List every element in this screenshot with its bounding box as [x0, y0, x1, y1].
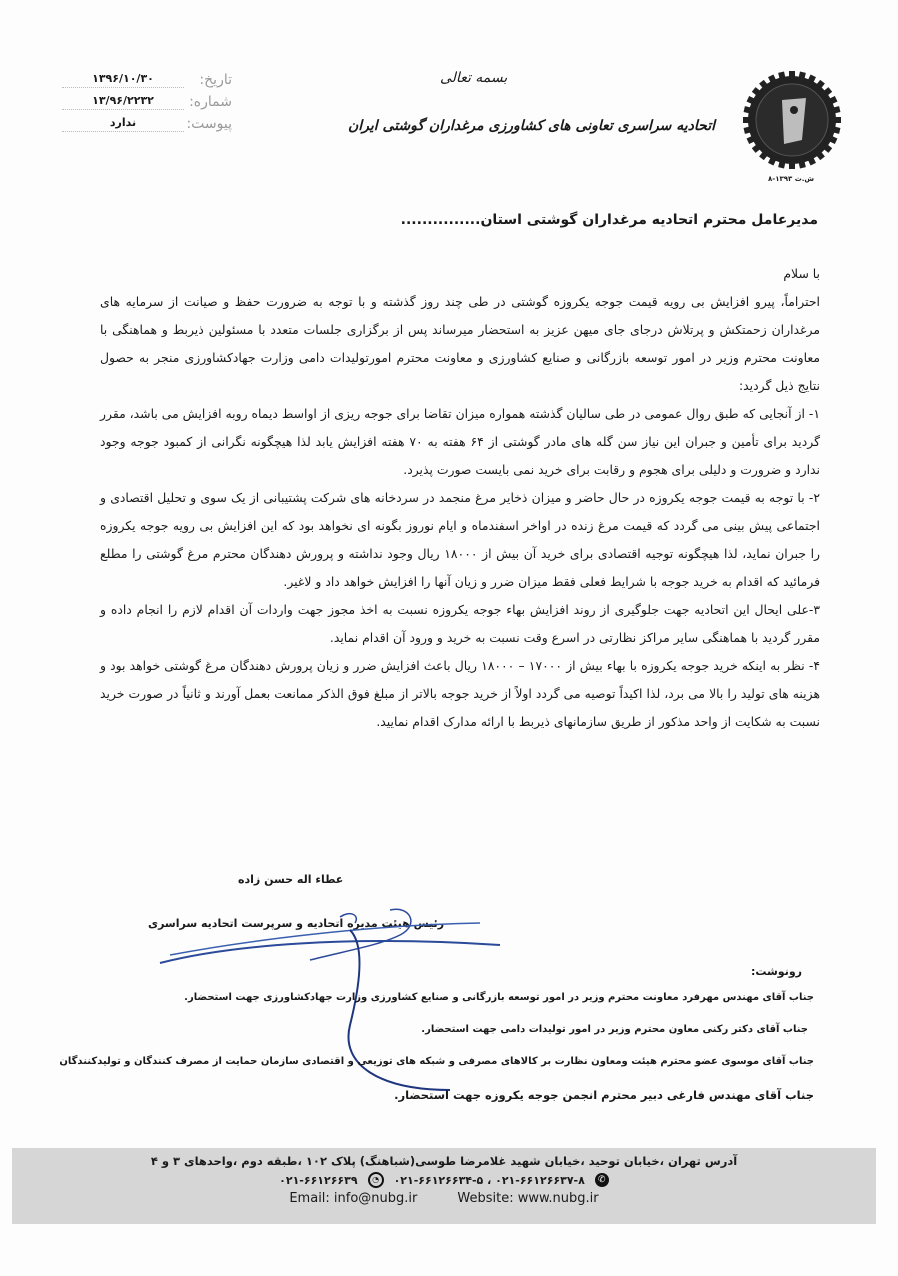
gear-tooth — [743, 117, 749, 123]
greeting: با سلام — [783, 266, 820, 281]
signatory-name: عطاء اله حسن زاده — [238, 873, 344, 886]
attachment-row — [62, 110, 232, 132]
body-paragraph-3: ۳-علی ایحال این اتحادیه جهت جلوگیری از روند افزایش بهاء جوجه یکروزه نسبت به اخذ مجوز جهت واردات آن اقدام لازم را انجام داده و مقرر گردید با هماهنگی سایر مراکز نظارتی در اسرع وقت نسبت به خرید و ورود آن اقدام نماید. — [100, 602, 820, 645]
number-row — [62, 88, 232, 110]
footer-email[interactable]: Email: info@nubg.ir — [289, 1191, 418, 1206]
bismillah-heading: بسمه تعالی — [440, 70, 508, 86]
footer-address: آدرس تهران ،خیابان توحید ،خیابان شهید غلامرضا طوسی(شباهنگ) پلاک ۱۰۲ ،طبقه دوم ،واحدهای ۳ و ۴ — [150, 1154, 738, 1168]
body-paragraph-4: ۴- نظر به اینکه خرید جوجه یکروزه با بهاء بیش از ۱۷۰۰۰ – ۱۸۰۰۰ ریال باعث افزایش ضرر و زیان پرورش دهندگان مرغ گوشتی خواهد بود و هزینه های تولید را بالا می برد، لذا اکیداً توصیه می گردد اولاً از خرید جوجه بالاتر از مبلغ فوق الذکر ممانعت بعمل آورند و ثانیاً در صورت خرید نسبت به شکایت از واحد مذکور از طریق سازمانهای ذیربط با ارائه مدارک اقدام نمایید. — [100, 658, 821, 729]
addressee: مدیرعامل محترم اتحادیه مرغداران گوشتی استان............... — [400, 212, 818, 228]
fax-number: ۰۲۱-۶۶۱۲۶۶۳۹ — [279, 1173, 358, 1187]
body-paragraph-2: ۲- با توجه به قیمت جوجه یکروزه در حال حاضر و میزان ذخایر مرغ منجمد در سردخانه های شرکت پشتیبانی از یک سوی و تحلیل اقتصادی و اجتماعی پیش بینی می گردد که قیمت مرغ زنده در اواخر اسفندماه و ایام نوروز بگونه ای نخواهد بود که این افزایش بی رویه جوجه یکروزه را جبران نماید، لذا هیچگونه توجیه اقتصادی برای خرید آن بیش از ۱۸۰۰۰ ریال وجود نداشته و پرورش دهندگان محترم مرغ گوشتی را مطلع فرمائید که اقدام به خرید جوجه با شرایط فعلی فقط میزان ضرر و زیان آنها را افزایش خواهد داد و لاغیر. — [100, 490, 821, 589]
phone-numbers: ۰۲۱-۶۶۱۲۶۶۳۷-۸ ، ۰۲۱-۶۶۱۲۶۶۳۴-۵ — [393, 1173, 585, 1187]
phone-icon: ✆ — [595, 1173, 609, 1187]
number-value: ۱۳/۹۶/۲۲۳۲ — [62, 94, 184, 110]
cc-title: رونوشت: — [750, 965, 802, 978]
body-paragraph-intro: احتراماً، پیرو افزایش بی رویه قیمت جوجه یکروزه گوشتی در طی چند روز گذشته و با توجه به ضرورت حفظ و صیانت از سرمایه های مرغداران زحمتکش و پرتلاش درجای جای میهن عزیز به استحضار میرساند پس از برگزاری جلسات متعدد با مسئولین ذیربط و هماهنگی با معاونت محترم وزیر در امور توسعه بازرگانی و صنایع کشاورزی و معاونت محترم امورتولیدات دامی وزارت جهادکشاورزی منجر به حصول نتایج ذیل گردید: — [100, 294, 820, 393]
footer-phones — [12, 1172, 876, 1188]
gear-tooth — [789, 71, 795, 77]
body-paragraph-1: ۱- از آنجایی که طبق روال عمومی در طی سالیان گذشته همواره میزان تقاضا برای جوجه ریزی از اواسط دیماه روبه افزایش می باشد، مقرر گردید برای تأمین و جبران این نیاز سن گله های مادر گوشتی از ۶۴ هفته به ۷۰ هفته افزایش یابد لذا هیچگونه نگرانی از کمبود جوجه وجود ندارد و ضرورت و دلیلی برای هجوم و رقابت برای خرید نمی بایست صورت پذیرد. — [100, 406, 820, 477]
date-label: تاریخ: — [199, 72, 232, 88]
date-row — [62, 66, 232, 88]
letter-body — [100, 260, 820, 736]
logo-caption: ش.ث ۱۳۹۳-۸ — [768, 175, 815, 183]
fax-icon: ◔ — [368, 1172, 384, 1188]
cc-item: جناب آقای موسوی عضو محترم هیئت ومعاون نظارت بر کالاهای مصرفی و شبکه های توزیعی و اقتصادی سازمان حمایت از مصرف کنندگان و تولیدکنندگان — [59, 1056, 814, 1067]
letter-meta — [62, 66, 232, 132]
cc-item: جناب آقای دکتر رکنی معاون محترم وزیر در امور تولیدات دامی جهت استحضار. — [421, 1024, 808, 1035]
cc-list — [59, 992, 814, 1120]
cc-item: جناب آقای مهندس مهرفرد معاونت محترم وزیر در امور توسعه بازرگانی و صنایع کشاورزی وزارت جهادکشاورزی جهت استحضار. — [184, 992, 814, 1003]
gear-tooth — [789, 163, 795, 169]
organization-logo-icon — [742, 70, 842, 170]
footer-contact — [12, 1191, 876, 1206]
number-label: شماره: — [189, 94, 232, 110]
date-value: ۱۳۹۶/۱۰/۳۰ — [62, 72, 184, 88]
organization-name: اتحادیه سراسری تعاونی های کشاورزی مرغداران گوشتی ایران — [347, 118, 715, 134]
gear-tooth — [835, 117, 841, 123]
footer-website[interactable]: Website: www.nubg.ir — [457, 1191, 599, 1206]
cc-item: جناب آقای مهندس فارغی دبیر محترم انجمن جوجه یکروزه جهت استحضار. — [394, 1088, 814, 1102]
letterhead-footer — [12, 1148, 876, 1224]
signatory-title: رئیس هیئت مدیره اتحادیه و سرپرست اتحادیه سراسری — [148, 917, 445, 930]
attachment-value: ندارد — [62, 116, 184, 132]
attachment-label: پیوست: — [186, 116, 232, 132]
